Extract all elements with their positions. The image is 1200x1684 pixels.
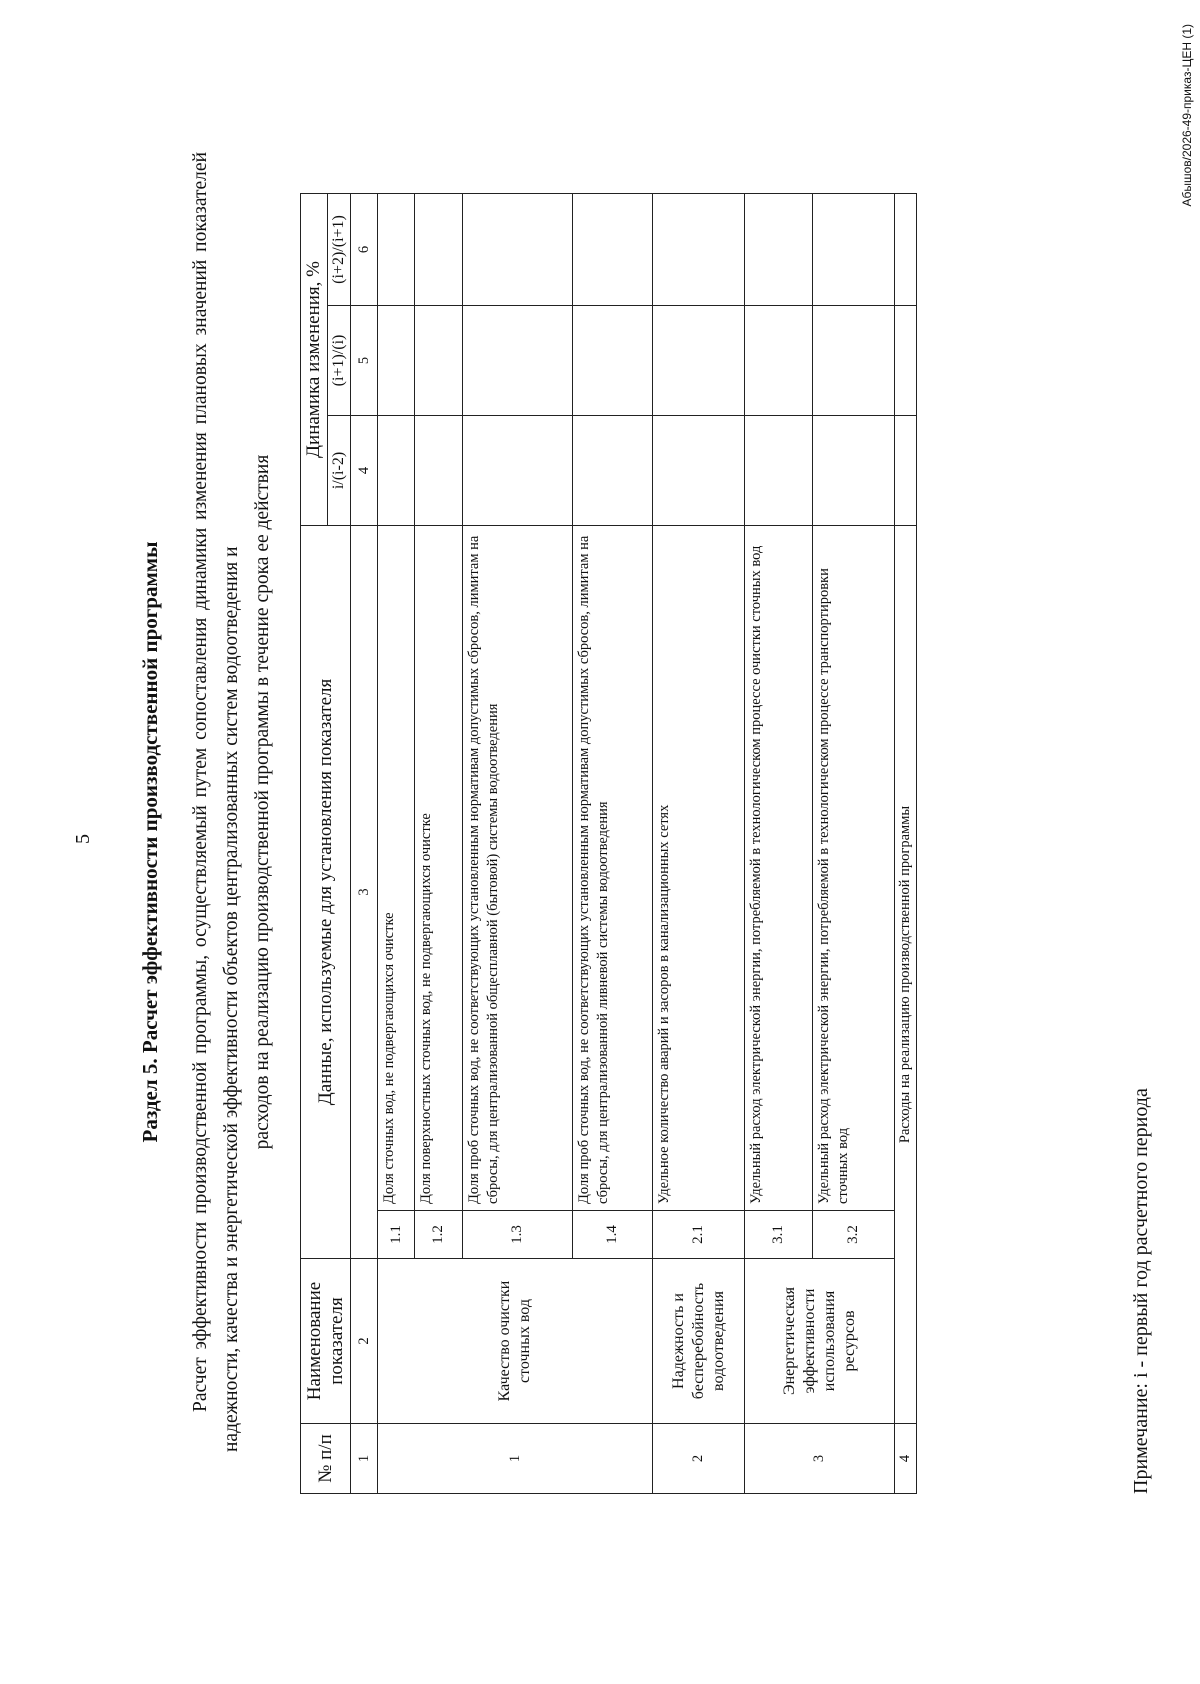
group-num: 2 [653, 1424, 745, 1494]
intro-paragraph [185, 152, 278, 1452]
index-cell: 6 [351, 193, 378, 305]
item-code: 1.1 [378, 1211, 415, 1259]
value-cell [745, 415, 813, 525]
index-cell: 5 [351, 305, 378, 415]
header-num: № п/п [301, 1424, 351, 1494]
value-cell [573, 193, 653, 305]
value-cell [573, 305, 653, 415]
value-cell [415, 415, 463, 525]
column-index-row [351, 193, 378, 1493]
item-text: Доля проб сточных вод, не соответствующих установленным нормативам допустимых сбросов, лимитам на сбросы, для централизованной общесплавной (бытовой) системы водоотведения [463, 525, 573, 1210]
value-cell [813, 415, 895, 525]
costs-num: 4 [895, 1424, 917, 1494]
table-row [378, 193, 415, 1493]
intro-line-2: значений показателей надежности, качества и энергетической эффективности объектов централизованных систем водоотведения и [190, 151, 242, 1452]
intro-line-3: расходов на реализацию производственной программы в течение срока ее действия [252, 454, 273, 1150]
value-cell [378, 193, 415, 305]
value-cell [378, 415, 415, 525]
value-cell [653, 415, 745, 525]
item-text: Удельный расход электрической энергии, потребляемой в технологическом процессе транспортировки сточных вод [813, 525, 895, 1210]
value-cell [895, 193, 917, 305]
value-cell [378, 305, 415, 415]
header-dyn-col-4: i/(i-2) [328, 415, 351, 525]
header-dynamics: Динамика изменения, % [301, 193, 328, 525]
item-code: 2.1 [653, 1211, 745, 1259]
header-name: Наименование показателя [301, 1259, 351, 1424]
group-num: 1 [378, 1424, 653, 1494]
table-row [653, 193, 745, 1493]
item-text: Доля поверхностных сточных вод, не подвергающихся очистке [415, 525, 463, 1210]
value-cell [653, 193, 745, 305]
header-dyn-col-6: (i+2)/(i+1) [328, 193, 351, 305]
value-cell [573, 415, 653, 525]
value-cell [813, 193, 895, 305]
value-cell [463, 305, 573, 415]
value-cell [895, 305, 917, 415]
document-stamp: Абышов/2026-49-приказ-ЦЕН (1) [1180, 24, 1194, 207]
efficiency-table [300, 193, 917, 1494]
item-code: 3.2 [813, 1211, 895, 1259]
item-text: Удельный расход электрической энергии, потребляемой в технологическом процессе очистки сточных вод [745, 525, 813, 1210]
value-cell [895, 415, 917, 525]
note: Примечание: i - первый год расчетного периода [1130, 1088, 1152, 1494]
value-cell [745, 305, 813, 415]
header-row-1 [301, 193, 328, 1493]
index-cell: 4 [351, 415, 378, 525]
header-data: Данные, используемые для установления показателя [301, 525, 351, 1258]
page-number: 5 [72, 834, 94, 844]
section-title: Раздел 5. Расчет эффективности производственной программы [138, 541, 162, 1143]
header-dyn-col-5: (i+1)/(i) [328, 305, 351, 415]
index-cell: 3 [351, 525, 378, 1258]
intro-line-1: Расчет эффективности производственной программы, осуществляемый путем сопоставления динамики изменения плановых [190, 343, 211, 1412]
value-cell [745, 193, 813, 305]
item-code: 1.4 [573, 1211, 653, 1259]
table-row [895, 193, 917, 1493]
value-cell [813, 305, 895, 415]
index-cell: 1 [351, 1424, 378, 1494]
value-cell [653, 305, 745, 415]
item-text: Удельное количество аварий и засоров в канализационных сетях [653, 525, 745, 1210]
group-name: Энергетическая эффективности использования ресурсов [745, 1259, 895, 1424]
index-cell: 2 [351, 1259, 378, 1424]
item-code: 1.3 [463, 1211, 573, 1259]
group-num: 3 [745, 1424, 895, 1494]
costs-text: Расходы на реализацию производственной программы [895, 525, 917, 1423]
value-cell [415, 193, 463, 305]
item-code: 3.1 [745, 1211, 813, 1259]
item-text: Доля проб сточных вод, не соответствующих установленным нормативам допустимых сбросов, лимитам на сбросы, для централизованной ливневой системы водоотведения [573, 525, 653, 1210]
group-name: Надежность и бесперебойность водоотведения [653, 1259, 745, 1424]
value-cell [415, 305, 463, 415]
table-row [745, 193, 813, 1493]
value-cell [463, 415, 573, 525]
group-name: Качество очистки сточных вод [378, 1259, 653, 1424]
item-code: 1.2 [415, 1211, 463, 1259]
item-text: Доля сточных вод, не подвергающихся очистке [378, 525, 415, 1210]
value-cell [463, 193, 573, 305]
